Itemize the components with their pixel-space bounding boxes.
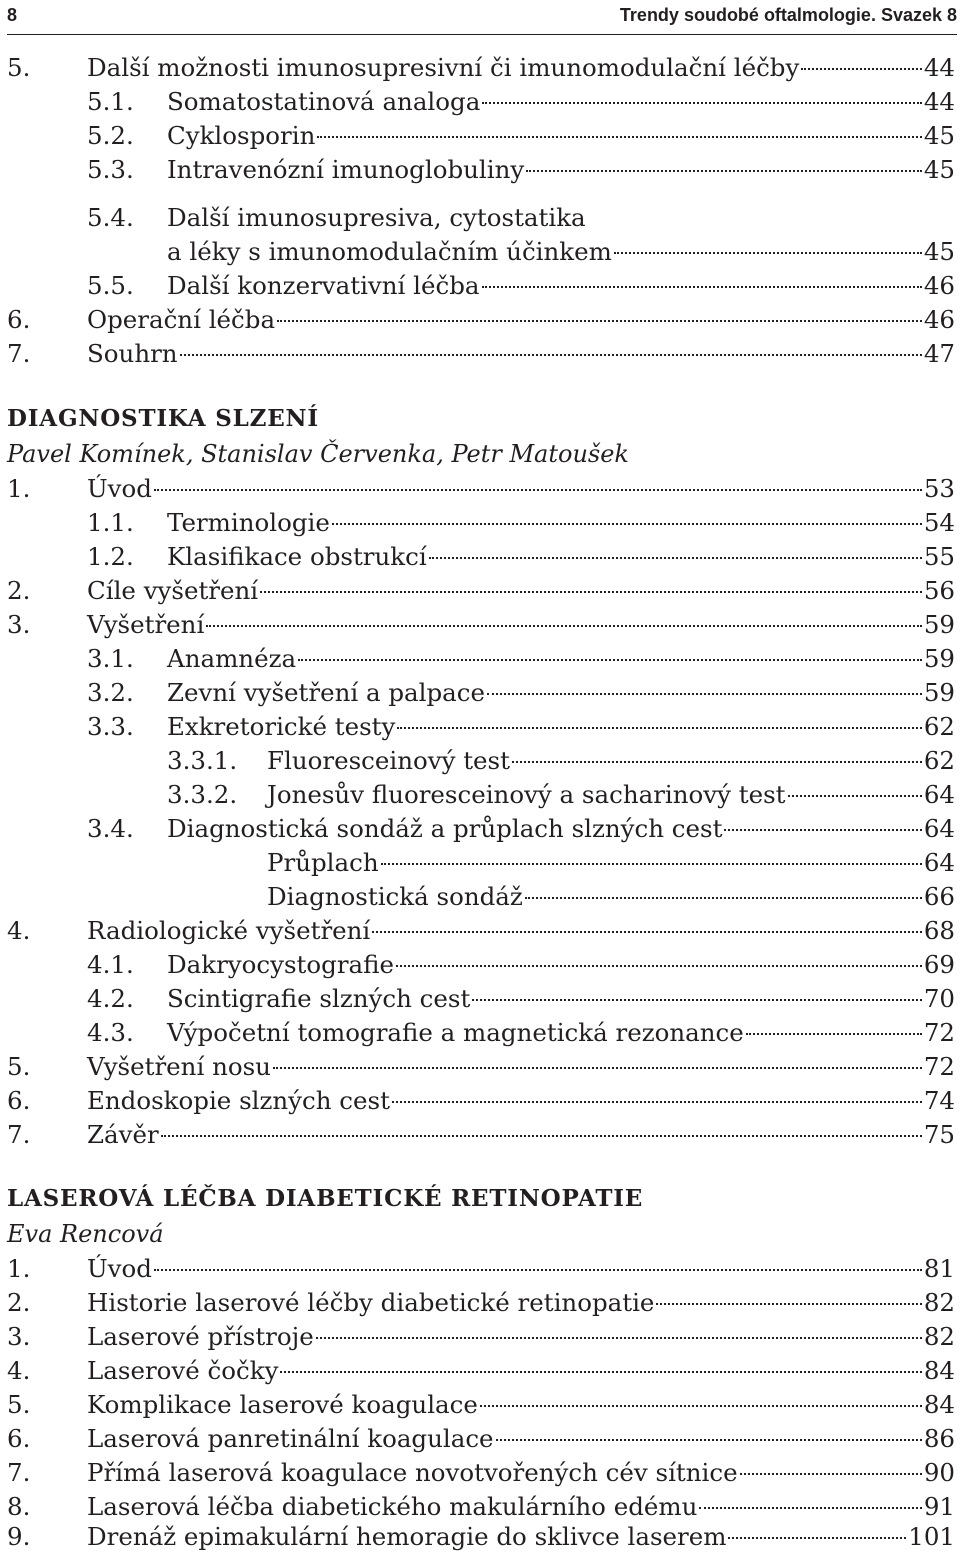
toc-entry[interactable]: 3.3.2. Jonesův fluoresceinový a sacharinový test 64 (167, 780, 955, 809)
journal-title: Trendy soudobé oftalmologie. Svazek 8 (619, 5, 957, 25)
toc-entry[interactable]: 5. Další možnosti imunosupresivní či imunomodulační léčby 44 (7, 53, 955, 82)
toc-entry[interactable]: 4. Laserové čočky 84 (7, 1356, 955, 1385)
toc-entry[interactable]: 5.3. Intravenózní imunoglobuliny 45 (87, 155, 955, 184)
toc-entry[interactable]: 4. Radiologické vyšetření 68 (7, 916, 955, 945)
toc-entry[interactable]: Diagnostická sondáž 66 (267, 882, 955, 911)
toc-entry[interactable]: 5.2. Cyklosporin 45 (87, 121, 955, 150)
toc-entry[interactable]: 4.2. Scintigrafie slzných cest 70 (87, 984, 955, 1013)
page-number: 8 (7, 5, 18, 25)
toc-entry[interactable]: 2. Cíle vyšetření 56 (7, 576, 955, 605)
toc-entry[interactable]: 3.2. Zevní vyšetření a palpace 59 (87, 678, 955, 707)
section-title: LASEROVÁ LÉČBA DIABETICKÉ RETINOPATIE (7, 1185, 644, 1212)
toc-entry-nopage[interactable]: 5.4. Další imunosupresiva, cytostatika (87, 203, 586, 232)
section-title: DIAGNOSTIKA SLZENÍ (7, 405, 319, 432)
toc-entry[interactable]: 1. Úvod 81 (7, 1254, 955, 1283)
toc-entry[interactable]: 5. Vyšetření nosu 72 (7, 1052, 955, 1081)
toc-entry[interactable]: 3. Vyšetření 59 (7, 610, 955, 639)
toc-entry[interactable]: 5. Komplikace laserové koagulace 84 (7, 1390, 955, 1419)
section-authors: Eva Rencová (7, 1220, 164, 1248)
toc-entry[interactable]: 1.1. Terminologie 54 (87, 508, 955, 537)
toc-entry[interactable]: 8. Laserová léčba diabetického makulárního edému 91 (7, 1492, 955, 1521)
toc-entry[interactable]: 7. Souhrn 47 (7, 339, 955, 368)
toc-entry[interactable]: 9. Drenáž epimakulární hemoragie do sklivce laserem 101 (7, 1522, 955, 1551)
toc-entry[interactable]: 4.3. Výpočetní tomografie a magnetická rezonance 72 (87, 1018, 955, 1047)
toc-entry[interactable]: 4.1. Dakryocystografie 69 (87, 950, 955, 979)
toc-entry[interactable]: 7. Přímá laserová koagulace novotvořených cév sítnice 90 (7, 1458, 955, 1487)
toc-entry[interactable]: 3.3. Exkretorické testy 62 (87, 712, 955, 741)
toc-entry[interactable]: 2. Historie laserové léčby diabetické retinopatie 82 (7, 1288, 955, 1317)
toc-entry-continuation[interactable]: a léky s imunomodulačním účinkem 45 (167, 237, 955, 266)
toc-entry[interactable]: 5.1. Somatostatinová analoga 44 (87, 87, 955, 116)
toc-entry[interactable]: 6. Operační léčba 46 (7, 305, 955, 334)
section-authors: Pavel Komínek, Stanislav Červenka, Petr Matoušek (7, 440, 629, 468)
page-header (7, 0, 957, 35)
toc-entry[interactable]: 3.4. Diagnostická sondáž a průplach slzných cest 64 (87, 814, 955, 843)
toc-entry[interactable]: 7. Závěr 75 (7, 1120, 955, 1149)
toc-entry[interactable]: 1. Úvod 53 (7, 474, 955, 503)
toc-entry[interactable]: 6. Endoskopie slzných cest 74 (7, 1086, 955, 1115)
toc-entry[interactable]: Průplach 64 (267, 848, 955, 877)
toc-entry[interactable]: 3. Laserové přístroje 82 (7, 1322, 955, 1351)
toc-entry[interactable]: 3.1. Anamnéza 59 (87, 644, 955, 673)
toc-entry[interactable]: 5.5. Další konzervativní léčba 46 (87, 271, 955, 300)
toc-entry[interactable]: 1.2. Klasifikace obstrukcí 55 (87, 542, 955, 571)
toc-entry[interactable]: 6. Laserová panretinální koagulace 86 (7, 1424, 955, 1453)
toc-entry[interactable]: 3.3.1. Fluoresceinový test 62 (167, 746, 955, 775)
